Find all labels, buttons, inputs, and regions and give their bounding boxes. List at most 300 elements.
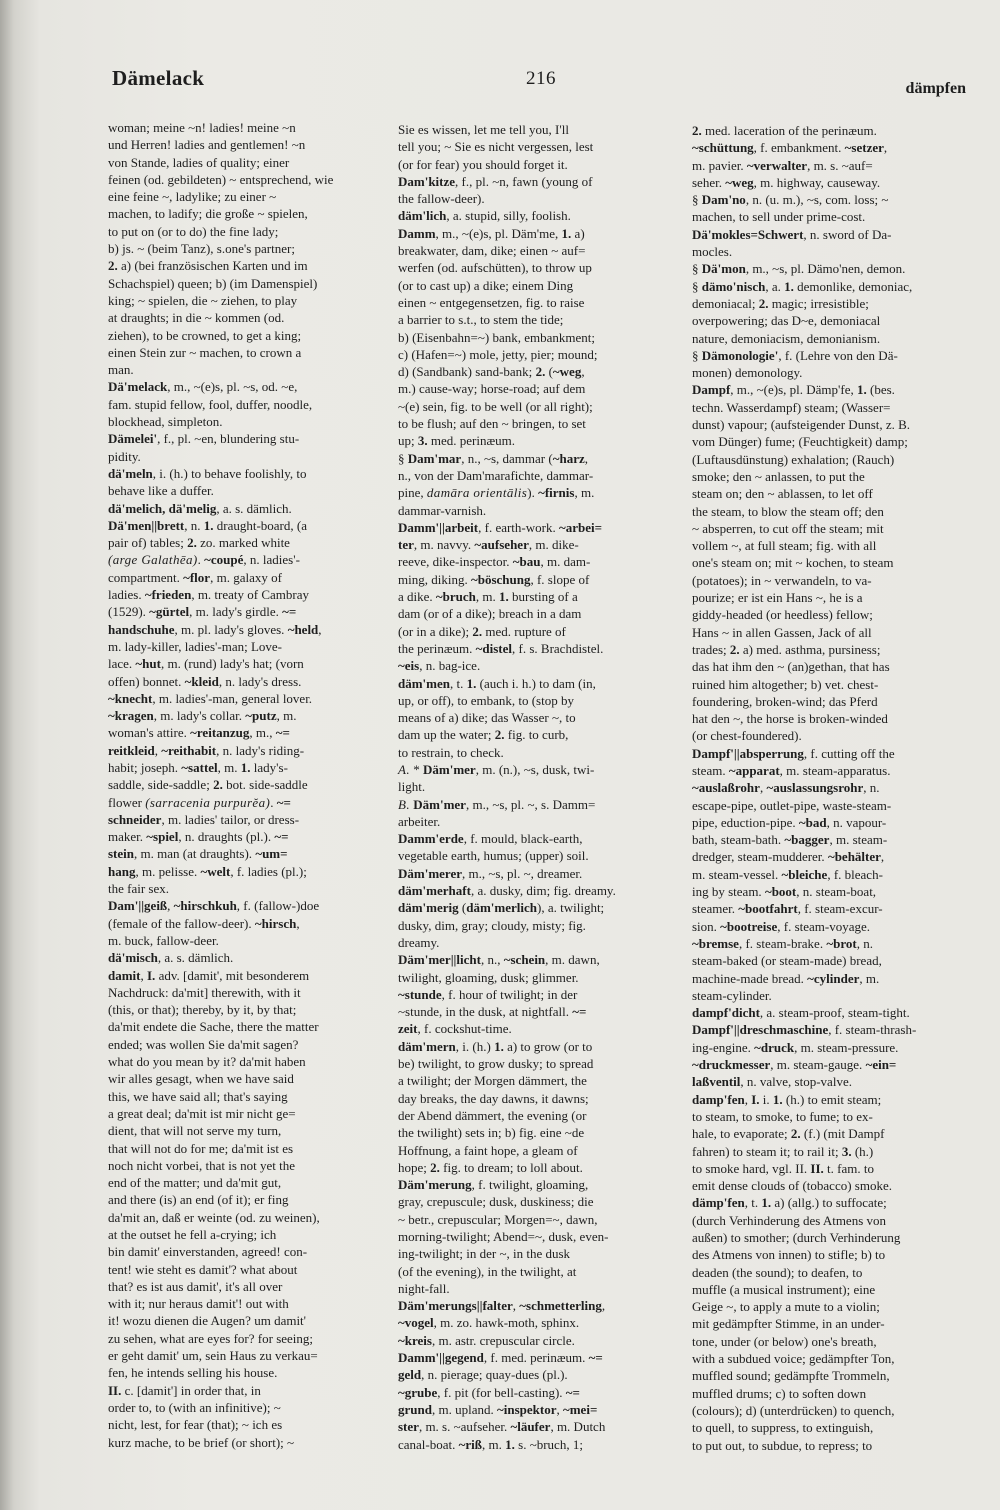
entry-line (692, 970, 964, 987)
headword: 2. (187, 535, 197, 551)
headword: ~cylinder (807, 970, 860, 986)
gloss-text: , m. ladies' tailor, or dress- (161, 811, 300, 827)
gloss-text: , t. (744, 1195, 762, 1211)
headword: ~firnis (538, 485, 575, 501)
entry-line (108, 223, 386, 240)
headword: geld (398, 1367, 422, 1383)
gloss-text: , m., ~(e)s, pl. ~s, od. ~e, (167, 379, 298, 395)
entry-line (108, 949, 386, 966)
entry-line (108, 1070, 386, 1087)
gloss-text: , m. galaxy of (210, 569, 282, 585)
entry-line (692, 658, 964, 675)
gloss-text: s. ~bruch, 1; (514, 1436, 583, 1452)
entry-line (108, 1243, 386, 1260)
gloss-text: n., von der Dam'marafichte, dammar- (398, 467, 594, 483)
headword: grund (398, 1401, 432, 1417)
headword: Damm'||gegend (398, 1350, 484, 1366)
gloss-text: m. steam-vessel. (692, 866, 782, 882)
gloss-text: , m., ~(e)s, pl. Dämp'fe, (730, 382, 857, 398)
gloss-text: bath, steam-bath. (692, 832, 785, 848)
gloss-text: king; ~ spielen, die ~ ziehen, to play (108, 292, 298, 308)
gloss-text: , (318, 621, 322, 637)
gloss-text: habit; joseph. (108, 759, 182, 775)
gloss-text: ing by steam. (692, 884, 765, 900)
gloss-text: , f. embankment. (753, 140, 845, 156)
entry-line (108, 724, 386, 741)
gloss-text: ~ betr., crepuscular; Morgen=~, dawn, (398, 1211, 598, 1227)
gloss-text: techn. Wasserdampf) steam; (Wasser= (692, 399, 891, 415)
headword: ~= (565, 1384, 580, 1400)
entry-line (692, 295, 964, 312)
gloss-text: seher. (692, 174, 726, 190)
gloss-text: , m. (rund) lady's hat; (vorn (160, 656, 304, 672)
entry-line (692, 554, 964, 571)
headword: 1. (203, 517, 214, 533)
gloss-text: dient, that will not serve my turn, (108, 1123, 282, 1139)
entry-line (398, 346, 682, 363)
entry-line (692, 1039, 964, 1056)
entry-line (398, 536, 682, 553)
gloss-text: , f., pl. ~en, blundering stu- (157, 431, 300, 447)
headword: ~eis (398, 658, 420, 674)
gloss-text: pair of) tables; (108, 535, 188, 551)
entry-line (398, 1038, 682, 1055)
gloss-text: a) (allg.) to suffocate; (771, 1195, 887, 1211)
entry-line (108, 344, 386, 361)
headword: ~weg (725, 174, 754, 190)
gloss-text: ~(e) sein, fig. to be well (or all right); (398, 398, 593, 414)
entry-line (108, 1261, 386, 1278)
headword: Dam'no (701, 192, 746, 208)
gloss-text: , (883, 140, 888, 156)
entry-line (398, 1142, 682, 1159)
headword: ~gürtel (149, 604, 190, 620)
entry-line (108, 621, 386, 638)
entry-line (398, 242, 682, 259)
entry-line (692, 1402, 964, 1419)
gloss-text: , m. (859, 970, 880, 986)
headword: damit (108, 967, 141, 983)
gloss-text: (of the evening), in the twilight, at (398, 1263, 577, 1279)
headword: dä'meln (108, 465, 153, 481)
headword: ~knecht (108, 690, 153, 706)
entry-line (692, 174, 964, 191)
entry-line (398, 1193, 682, 1210)
gloss-text: fig. to dream; to loll about. (439, 1159, 583, 1175)
entry-line (692, 1021, 964, 1038)
entry-line (398, 363, 682, 380)
entry-line (692, 1367, 964, 1384)
gloss-text: ), a. twilight; (537, 900, 605, 916)
entry-line (398, 588, 682, 605)
gloss-text: , n. sword of Da- (803, 226, 892, 242)
entry-line (692, 1004, 964, 1021)
gloss-text: , a. stupid, silly, foolish. (446, 208, 571, 224)
entry-line (398, 1263, 682, 1280)
headword: Damm'||arbeit (398, 519, 479, 535)
headword: handschuhe (108, 621, 175, 637)
entry-line (398, 847, 682, 864)
entry-line (692, 364, 964, 381)
gloss-text: a) to grow (or to (503, 1038, 593, 1054)
entry-line (398, 1349, 682, 1366)
entry-line (398, 190, 682, 207)
gloss-text: day breaks, the day dawns, it dawns; (398, 1090, 589, 1106)
gloss-text: , f. (Lehre von den Dä- (778, 347, 898, 363)
entry-line (108, 1295, 386, 1312)
entry-line (108, 638, 386, 655)
gloss-text: (Luftausdünstung) exhalation; (Rauch) (692, 451, 895, 467)
headword: ~held (287, 621, 319, 637)
gloss-text: m. lady-killer, ladies'-man; Love- (108, 638, 283, 654)
entry-line (398, 986, 682, 1003)
entry-line (398, 1280, 682, 1297)
gloss-text: ing-engine. (692, 1039, 755, 1055)
gloss-text: the fallow-deer). (398, 191, 485, 207)
entry-line (692, 191, 964, 208)
entry-line (692, 1315, 964, 1332)
headword: 1. (494, 1038, 504, 1054)
entry-line (398, 778, 682, 795)
headword: ~boot (764, 884, 797, 900)
gloss-text: one's steam on; mit ~ kochen, to steam (692, 555, 894, 571)
gloss-text: ended; was wollen Sie da'mit sagen? (108, 1036, 299, 1052)
headword: Dam'kitze (398, 173, 456, 189)
headword: 2. (790, 1126, 801, 1142)
gloss-text: lady's- (250, 759, 288, 775)
gloss-text: Sie es wissen, let me tell you, I'll (398, 122, 569, 137)
gloss-text: bursting of a (508, 589, 578, 605)
gloss-text: , n. bag-ice. (419, 658, 481, 674)
entry-line (398, 519, 682, 536)
entry-line (398, 1055, 682, 1072)
entry-line (692, 433, 964, 450)
headword: ~stunde (398, 986, 442, 1002)
entry-line (692, 226, 964, 243)
entry-line (692, 381, 964, 398)
gloss-text: compartment. (108, 569, 184, 585)
headword: ~schein (503, 952, 546, 968)
entry-line (398, 1436, 682, 1453)
entry-line (398, 294, 682, 311)
entry-line (108, 171, 386, 188)
headword: ~kleid (184, 673, 219, 689)
entry-line (398, 1228, 682, 1245)
gloss-text: hat den ~, the horse is broken-winded (692, 711, 888, 727)
entry-line (692, 1419, 964, 1436)
gloss-text: twilight, gloaming, dusk; glimmer. (398, 969, 579, 985)
gloss-text: emit dense clouds of (tobacco) smoke. (692, 1178, 892, 1194)
entry-line (108, 932, 386, 949)
gloss-text: muffle (a musical instrument); eine (692, 1281, 876, 1297)
gloss-text: Geige ~, to apply a mute to a violin; (692, 1299, 880, 1315)
gloss-text: and there (is) an end (of it); er fing (108, 1192, 289, 1208)
headword: ~böschung (470, 571, 531, 587)
column-right (692, 122, 964, 1454)
gloss-text: flower (108, 794, 146, 810)
gloss-text: , f. s. Brachdistel. (512, 640, 604, 656)
headword: I. (147, 967, 156, 983)
gloss-text: at the outset he fell a-crying; ich (108, 1227, 277, 1242)
headword: 2. (535, 364, 546, 380)
gloss-text: , f. slope of (530, 571, 590, 587)
gloss-text: (1529). (108, 604, 150, 620)
headword: damp'fen (692, 1091, 745, 1107)
entry-line (398, 1020, 682, 1037)
headword: ~behälter (827, 849, 881, 865)
gloss-text: von Stande, ladies of quality; einer (108, 154, 290, 170)
entry-line (692, 589, 964, 606)
entry-line (398, 450, 682, 467)
gloss-text: , t. (450, 675, 467, 691)
entry-line (692, 848, 964, 865)
gloss-text: einen Stein zur ~ machen, to crown a (108, 344, 302, 360)
gloss-text: , m. pelisse. (135, 863, 201, 879)
entry-line (108, 1347, 386, 1364)
gloss-text: giddy-headed (or heedless) fellow; (692, 607, 873, 623)
gloss-text: pourize; er ist ein Hans ~, he is a (692, 590, 863, 606)
gloss-text: , n., ~s, dammar ( (461, 450, 553, 466)
entry-line (108, 1036, 386, 1053)
entry-line (692, 1194, 964, 1211)
entry-line (692, 900, 964, 917)
gloss-text: , (296, 915, 300, 931)
gloss-text: ing-twilight; in der ~, in the dusk (398, 1246, 571, 1262)
entry-line (108, 275, 386, 292)
entry-line (398, 1159, 682, 1176)
entry-line (108, 828, 386, 845)
headword: dämo'nisch (701, 278, 766, 294)
entry-line (398, 882, 682, 899)
entry-line (692, 208, 964, 225)
gloss-text: , m. s. ~auf= (807, 157, 873, 173)
entry-line (108, 1226, 386, 1243)
gloss-text: , f. steam-voyage. (777, 918, 871, 934)
entry-line (692, 1160, 964, 1177)
gloss-text: Nachdruck: da'mit] therewith, with it (108, 984, 301, 1000)
gloss-text: means of a) dike; das Wasser ~, to (398, 710, 576, 726)
gloss-text: , f. bleach- (827, 866, 883, 882)
entry-line (692, 883, 964, 900)
entry-line (692, 347, 964, 364)
entry-line (398, 830, 682, 847)
gloss-text: , n. draughts (pl.). (178, 829, 275, 845)
entry-line (692, 260, 964, 277)
headword: ~bootreise (720, 918, 778, 934)
gloss-text: , f. steam-excur- (797, 901, 883, 917)
gloss-text: to smoke hard, vgl. II. (692, 1160, 811, 1176)
gloss-text: * (410, 761, 423, 777)
entry-line (692, 1091, 964, 1108)
entry-line (108, 569, 386, 586)
headword: Damm (398, 225, 436, 241)
gloss-text: (or for fear) you should forget it. (398, 156, 568, 172)
headword: Dämonologie' (701, 347, 779, 363)
entry-line (692, 537, 964, 554)
headword: ~= (275, 725, 290, 741)
gloss-text: , a. steam-proof, steam-tight. (759, 1005, 910, 1021)
gloss-text: with it; nur heraus damit'! out with (108, 1296, 289, 1312)
headword: hang (108, 863, 136, 879)
headword: 3. (417, 433, 428, 449)
gloss-text: , m. lady's collar. (153, 708, 246, 724)
gloss-text: hale, to evaporate; (692, 1126, 791, 1142)
gloss-text: § (692, 261, 702, 277)
gloss-text: morning-twilight; Abend=~, dusk, even- (398, 1229, 609, 1244)
entry-line (692, 416, 964, 433)
gloss-text: tent! wie steht es damit'? what about (108, 1261, 298, 1277)
gloss-text: da'mit endete die Sache, there the matter (108, 1019, 319, 1035)
gloss-text: the steam, to blow the steam off; den (692, 503, 884, 519)
entry-line (398, 225, 682, 242)
entry-line (108, 1416, 386, 1433)
gloss-text: nicht, lest, for fear (that); ~ ich es (108, 1417, 283, 1433)
headword: ter (398, 537, 414, 553)
gloss-text: , (584, 450, 588, 466)
entry-line (108, 1399, 386, 1416)
gloss-text: tone, under (or below) one's breath, (692, 1333, 877, 1349)
gloss-text: adv. [damit', mit besonderem (155, 967, 310, 983)
gloss-text: med. rupture of (482, 623, 566, 639)
entry-line (398, 380, 682, 397)
gloss-text: b) js. ~ (beim Tanz), s.one's partner; (108, 241, 295, 257)
entry-line (108, 1088, 386, 1105)
gloss-text: feinen (od. gebildeten) ~ entsprechend, wie (108, 171, 334, 187)
gloss-text: . (270, 794, 277, 810)
headword: ~flor (183, 569, 211, 585)
gloss-text: , m., (249, 725, 276, 741)
entry-line (108, 586, 386, 603)
headword: ~putz (245, 708, 277, 724)
gloss-text: , n. (184, 517, 204, 533)
gloss-text: und Herren! ladies and gentlemen! ~n (108, 137, 306, 153)
gloss-text: steam on; den ~ ablassen, to let off (692, 486, 873, 502)
entry-line (692, 641, 964, 658)
headword: ~grube (398, 1384, 438, 1400)
gloss-text: , m. steam- (829, 832, 888, 848)
entry-line (692, 1177, 964, 1194)
gloss-text: hope; (398, 1159, 431, 1175)
headword: 1. (561, 225, 572, 241)
gloss-text: i. (759, 1091, 773, 1107)
entry-line (108, 742, 386, 759)
gloss-text: , (512, 1298, 520, 1314)
gloss-text: c) (Hafen=~) mole, jetty, pier; mound; (398, 346, 598, 362)
entry-line (692, 1125, 964, 1142)
gloss-text: , m., ~(e)s, pl. Däm'me, (435, 225, 562, 241)
entry-line (108, 1001, 386, 1018)
gloss-text: a great deal; da'mit ist mir nicht ge= (108, 1105, 296, 1121)
entry-line (108, 673, 386, 690)
entry-line (108, 378, 386, 395)
gloss-text: , m. dike- (528, 537, 579, 553)
italic-term: B. (398, 796, 410, 812)
entry-line (108, 465, 386, 482)
gloss-text: Hoffnung, a faint hope, a gleam of (398, 1142, 578, 1158)
headword: ~kragen (108, 708, 154, 724)
entry-line (398, 415, 682, 432)
entry-line (692, 762, 964, 779)
gloss-text: muffled drums; c) to soften down (692, 1385, 867, 1401)
gloss-text: , m. s. ~aufseher. (418, 1419, 511, 1435)
headword: 1. (772, 1091, 783, 1107)
entry-line (398, 1107, 682, 1124)
headword: ~bremse (692, 935, 739, 951)
headword: ~= (572, 1004, 587, 1020)
gloss-text: , a. (765, 278, 785, 294)
entry-line (692, 797, 964, 814)
headword: Dä'mon (701, 261, 746, 277)
gloss-text: bin damit' einverstanden, agreed! con- (108, 1244, 308, 1260)
gloss-text: that? es ist aus damit', it's all over (108, 1278, 283, 1294)
gloss-text: , (556, 1401, 563, 1417)
headword: 2. (494, 727, 505, 743)
entry-line (398, 761, 682, 778)
entry-line (692, 866, 964, 883)
headword: ~um= (255, 846, 288, 862)
gloss-text: escape-pipe, outlet-pipe, waste-steam- (692, 797, 892, 813)
headword: ~vogel (398, 1315, 434, 1331)
entry-line (692, 727, 964, 744)
gloss-text: , a. dusky, dim; fig. dreamy. (470, 883, 616, 899)
gloss-text: , (140, 967, 147, 983)
gloss-text: c. [damit'] in order that, in (121, 1382, 261, 1398)
gloss-text: , n. pierage; quay-dues (pl.). (421, 1367, 568, 1383)
entry-line (108, 897, 386, 914)
entry-line (108, 309, 386, 326)
entry-line (692, 1229, 964, 1246)
headword: Dä'mokles=Schwert (692, 226, 804, 242)
gloss-text: (or to cast up) a dike; einem Ding (398, 277, 574, 293)
gloss-text: , f. steam-brake. (738, 935, 827, 951)
headword: ~bagger (784, 832, 830, 848)
gloss-text: ( (458, 900, 467, 916)
headword: zeit (398, 1021, 418, 1037)
headword: ~bruch (435, 589, 476, 605)
headword: ~schüttung (692, 140, 754, 156)
entry-line (398, 1384, 682, 1401)
entry-line (398, 657, 682, 674)
gloss-text: ( (545, 364, 553, 380)
entry-line (108, 967, 386, 984)
entry-line (398, 969, 682, 986)
gloss-text: zo. marked white (196, 535, 290, 551)
entry-line (398, 329, 682, 346)
gloss-text: woman; meine ~n! ladies! meine ~n (108, 120, 296, 135)
entry-line (108, 327, 386, 344)
entry-line (398, 1124, 682, 1141)
entry-line (398, 605, 682, 622)
gloss-text: to put on (or to do) the fine lady; (108, 223, 279, 239)
gloss-text: , m. dam- (540, 554, 591, 570)
entry-line (108, 776, 386, 793)
gloss-text: bot. side-saddle (222, 777, 308, 793)
gloss-text: , m. lady's girdle. (189, 604, 283, 620)
entry-line (108, 1382, 386, 1399)
gloss-text: to steam, to smoke, to fume; to ex- (692, 1108, 873, 1124)
headword: Däm'mer (423, 761, 476, 777)
entry-line (108, 707, 386, 724)
entry-line (108, 915, 386, 932)
gloss-text: , n. valve, stop-valve. (740, 1074, 852, 1090)
gloss-text: , f., pl. ~n, fawn (young of (455, 173, 593, 189)
headword: ~bad (798, 814, 827, 830)
gloss-text: arbeiter. (398, 813, 441, 829)
entry-line (398, 1245, 682, 1262)
entry-line (108, 292, 386, 309)
gloss-text: fahren) to steam it; to rail it; (692, 1143, 842, 1159)
entry-line (108, 1157, 386, 1174)
